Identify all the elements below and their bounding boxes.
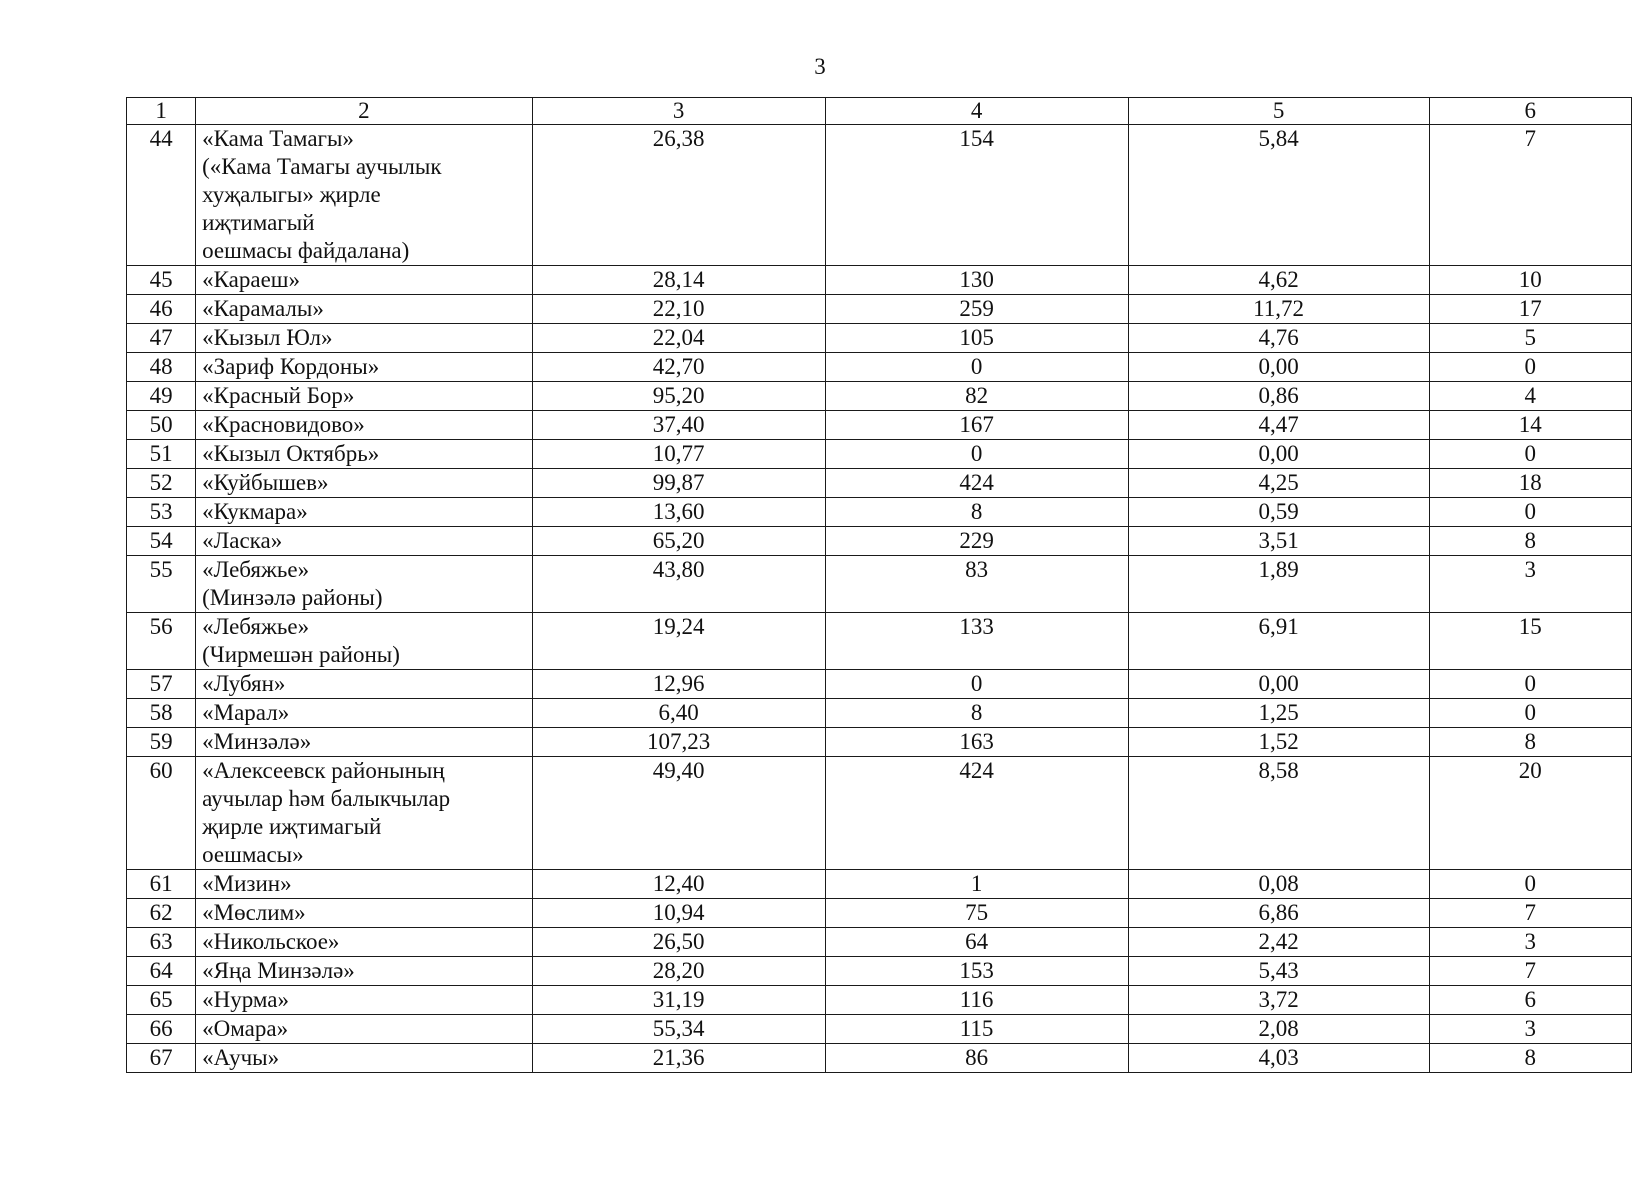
column-header: 3 (532, 98, 825, 125)
table-row (127, 353, 1632, 382)
name-cell: «Лубян» (196, 670, 533, 699)
name-cell: «Кукмара» (196, 498, 533, 527)
name-cell: «Кызыл Октябрь» (196, 440, 533, 469)
value-cell-6: 17 (1429, 295, 1631, 324)
value-cell-4: 154 (825, 125, 1128, 266)
value-cell-4: 1 (825, 870, 1128, 899)
value-cell-4: 8 (825, 699, 1128, 728)
value-cell-4: 64 (825, 928, 1128, 957)
row-number-cell: 54 (127, 527, 196, 556)
value-cell-3: 22,04 (532, 324, 825, 353)
value-cell-6: 10 (1429, 266, 1631, 295)
value-cell-5: 2,42 (1128, 928, 1429, 957)
table-row (127, 382, 1632, 411)
column-header: 4 (825, 98, 1128, 125)
row-number-cell: 47 (127, 324, 196, 353)
value-cell-5: 0,00 (1128, 353, 1429, 382)
row-number-cell: 52 (127, 469, 196, 498)
table-row (127, 1015, 1632, 1044)
name-cell: «Зариф Кордоны» (196, 353, 533, 382)
row-number-cell: 61 (127, 870, 196, 899)
column-header: 5 (1128, 98, 1429, 125)
row-number-cell: 60 (127, 757, 196, 870)
value-cell-3: 26,38 (532, 125, 825, 266)
value-cell-6: 4 (1429, 382, 1631, 411)
row-number-cell: 56 (127, 613, 196, 670)
name-cell: «Мөслим» (196, 899, 533, 928)
name-cell: «Аучы» (196, 1044, 533, 1073)
table-row (127, 527, 1632, 556)
table-row (127, 613, 1632, 670)
value-cell-6: 6 (1429, 986, 1631, 1015)
value-cell-5: 0,59 (1128, 498, 1429, 527)
name-cell: «Красновидово» (196, 411, 533, 440)
value-cell-4: 424 (825, 469, 1128, 498)
table-row (127, 1044, 1632, 1073)
value-cell-3: 42,70 (532, 353, 825, 382)
value-cell-5: 1,89 (1128, 556, 1429, 613)
value-cell-5: 4,62 (1128, 266, 1429, 295)
value-cell-4: 229 (825, 527, 1128, 556)
row-number-cell: 53 (127, 498, 196, 527)
row-number-cell: 63 (127, 928, 196, 957)
value-cell-4: 0 (825, 440, 1128, 469)
table-row (127, 556, 1632, 613)
value-cell-6: 8 (1429, 527, 1631, 556)
value-cell-3: 10,94 (532, 899, 825, 928)
table-row (127, 498, 1632, 527)
value-cell-4: 86 (825, 1044, 1128, 1073)
row-number-cell: 50 (127, 411, 196, 440)
row-number-cell: 48 (127, 353, 196, 382)
value-cell-6: 3 (1429, 928, 1631, 957)
name-cell: «Никольское» (196, 928, 533, 957)
value-cell-6: 3 (1429, 1015, 1631, 1044)
table-header-row (127, 98, 1632, 125)
row-number-cell: 51 (127, 440, 196, 469)
value-cell-5: 0,00 (1128, 670, 1429, 699)
value-cell-6: 8 (1429, 1044, 1631, 1073)
table-row (127, 728, 1632, 757)
name-cell: «Яңа Минзәлә» (196, 957, 533, 986)
table-row (127, 125, 1632, 266)
value-cell-4: 259 (825, 295, 1128, 324)
value-cell-6: 7 (1429, 899, 1631, 928)
value-cell-5: 4,76 (1128, 324, 1429, 353)
name-cell: «Минзәлә» (196, 728, 533, 757)
value-cell-6: 7 (1429, 125, 1631, 266)
data-table (126, 97, 1632, 1073)
name-cell: «Марал» (196, 699, 533, 728)
row-number-cell: 44 (127, 125, 196, 266)
value-cell-5: 3,51 (1128, 527, 1429, 556)
table-row (127, 266, 1632, 295)
value-cell-6: 3 (1429, 556, 1631, 613)
name-cell: «Красный Бор» (196, 382, 533, 411)
name-cell: «Лебяжье» (Чирмешән районы) (196, 613, 533, 670)
value-cell-3: 37,40 (532, 411, 825, 440)
value-cell-4: 8 (825, 498, 1128, 527)
value-cell-6: 0 (1429, 440, 1631, 469)
row-number-cell: 59 (127, 728, 196, 757)
value-cell-5: 6,91 (1128, 613, 1429, 670)
value-cell-4: 75 (825, 899, 1128, 928)
value-cell-6: 8 (1429, 728, 1631, 757)
value-cell-3: 6,40 (532, 699, 825, 728)
value-cell-4: 116 (825, 986, 1128, 1015)
table-row (127, 757, 1632, 870)
value-cell-5: 5,84 (1128, 125, 1429, 266)
row-number-cell: 67 (127, 1044, 196, 1073)
value-cell-4: 83 (825, 556, 1128, 613)
name-cell: «Нурма» (196, 986, 533, 1015)
value-cell-6: 0 (1429, 353, 1631, 382)
value-cell-3: 43,80 (532, 556, 825, 613)
value-cell-3: 65,20 (532, 527, 825, 556)
value-cell-5: 2,08 (1128, 1015, 1429, 1044)
name-cell: «Кама Тамагы» («Кама Тамагы аучылык хуҗалыгы» җирле иҗтимагый оешмасы файдалана) (196, 125, 533, 266)
row-number-cell: 55 (127, 556, 196, 613)
column-header: 2 (196, 98, 533, 125)
value-cell-3: 55,34 (532, 1015, 825, 1044)
value-cell-4: 133 (825, 613, 1128, 670)
value-cell-6: 0 (1429, 498, 1631, 527)
row-number-cell: 64 (127, 957, 196, 986)
row-number-cell: 49 (127, 382, 196, 411)
value-cell-5: 0,86 (1128, 382, 1429, 411)
table-row (127, 440, 1632, 469)
row-number-cell: 62 (127, 899, 196, 928)
value-cell-3: 99,87 (532, 469, 825, 498)
value-cell-3: 107,23 (532, 728, 825, 757)
value-cell-4: 424 (825, 757, 1128, 870)
table-row (127, 469, 1632, 498)
value-cell-3: 28,20 (532, 957, 825, 986)
value-cell-3: 31,19 (532, 986, 825, 1015)
value-cell-6: 5 (1429, 324, 1631, 353)
name-cell: «Омара» (196, 1015, 533, 1044)
value-cell-4: 0 (825, 670, 1128, 699)
value-cell-6: 14 (1429, 411, 1631, 440)
value-cell-3: 95,20 (532, 382, 825, 411)
value-cell-4: 82 (825, 382, 1128, 411)
value-cell-6: 20 (1429, 757, 1631, 870)
value-cell-6: 7 (1429, 957, 1631, 986)
value-cell-3: 13,60 (532, 498, 825, 527)
value-cell-4: 105 (825, 324, 1128, 353)
value-cell-4: 167 (825, 411, 1128, 440)
value-cell-3: 10,77 (532, 440, 825, 469)
row-number-cell: 58 (127, 699, 196, 728)
row-number-cell: 65 (127, 986, 196, 1015)
value-cell-5: 1,25 (1128, 699, 1429, 728)
value-cell-5: 1,52 (1128, 728, 1429, 757)
value-cell-3: 49,40 (532, 757, 825, 870)
value-cell-6: 18 (1429, 469, 1631, 498)
value-cell-5: 4,25 (1128, 469, 1429, 498)
value-cell-5: 8,58 (1128, 757, 1429, 870)
value-cell-4: 0 (825, 353, 1128, 382)
row-number-cell: 57 (127, 670, 196, 699)
value-cell-4: 130 (825, 266, 1128, 295)
row-number-cell: 46 (127, 295, 196, 324)
name-cell: «Караеш» (196, 266, 533, 295)
column-header: 1 (127, 98, 196, 125)
name-cell: «Карамалы» (196, 295, 533, 324)
value-cell-6: 0 (1429, 670, 1631, 699)
value-cell-3: 26,50 (532, 928, 825, 957)
value-cell-3: 12,40 (532, 870, 825, 899)
table-row (127, 986, 1632, 1015)
value-cell-3: 22,10 (532, 295, 825, 324)
table-row (127, 411, 1632, 440)
value-cell-5: 6,86 (1128, 899, 1429, 928)
table-row (127, 670, 1632, 699)
value-cell-3: 19,24 (532, 613, 825, 670)
value-cell-5: 0,08 (1128, 870, 1429, 899)
row-number-cell: 45 (127, 266, 196, 295)
value-cell-5: 4,03 (1128, 1044, 1429, 1073)
table-row (127, 295, 1632, 324)
value-cell-5: 4,47 (1128, 411, 1429, 440)
row-number-cell: 66 (127, 1015, 196, 1044)
value-cell-3: 21,36 (532, 1044, 825, 1073)
column-header: 6 (1429, 98, 1631, 125)
table-row (127, 928, 1632, 957)
value-cell-5: 3,72 (1128, 986, 1429, 1015)
value-cell-5: 11,72 (1128, 295, 1429, 324)
value-cell-6: 15 (1429, 613, 1631, 670)
table-row (127, 957, 1632, 986)
table-row (127, 899, 1632, 928)
value-cell-4: 115 (825, 1015, 1128, 1044)
page-number: 3 (814, 54, 826, 79)
name-cell: «Кызыл Юл» (196, 324, 533, 353)
value-cell-6: 0 (1429, 870, 1631, 899)
name-cell: «Мизин» (196, 870, 533, 899)
value-cell-6: 0 (1429, 699, 1631, 728)
value-cell-3: 12,96 (532, 670, 825, 699)
name-cell: «Алексеевск районының аучылар һәм балыкчылар җирле иҗтимагый оешмасы» (196, 757, 533, 870)
table-row (127, 324, 1632, 353)
name-cell: «Куйбышев» (196, 469, 533, 498)
name-cell: «Лебяжье» (Минзәлә районы) (196, 556, 533, 613)
value-cell-3: 28,14 (532, 266, 825, 295)
table-row (127, 870, 1632, 899)
name-cell: «Ласка» (196, 527, 533, 556)
value-cell-5: 5,43 (1128, 957, 1429, 986)
table-row (127, 699, 1632, 728)
value-cell-4: 153 (825, 957, 1128, 986)
value-cell-5: 0,00 (1128, 440, 1429, 469)
value-cell-4: 163 (825, 728, 1128, 757)
